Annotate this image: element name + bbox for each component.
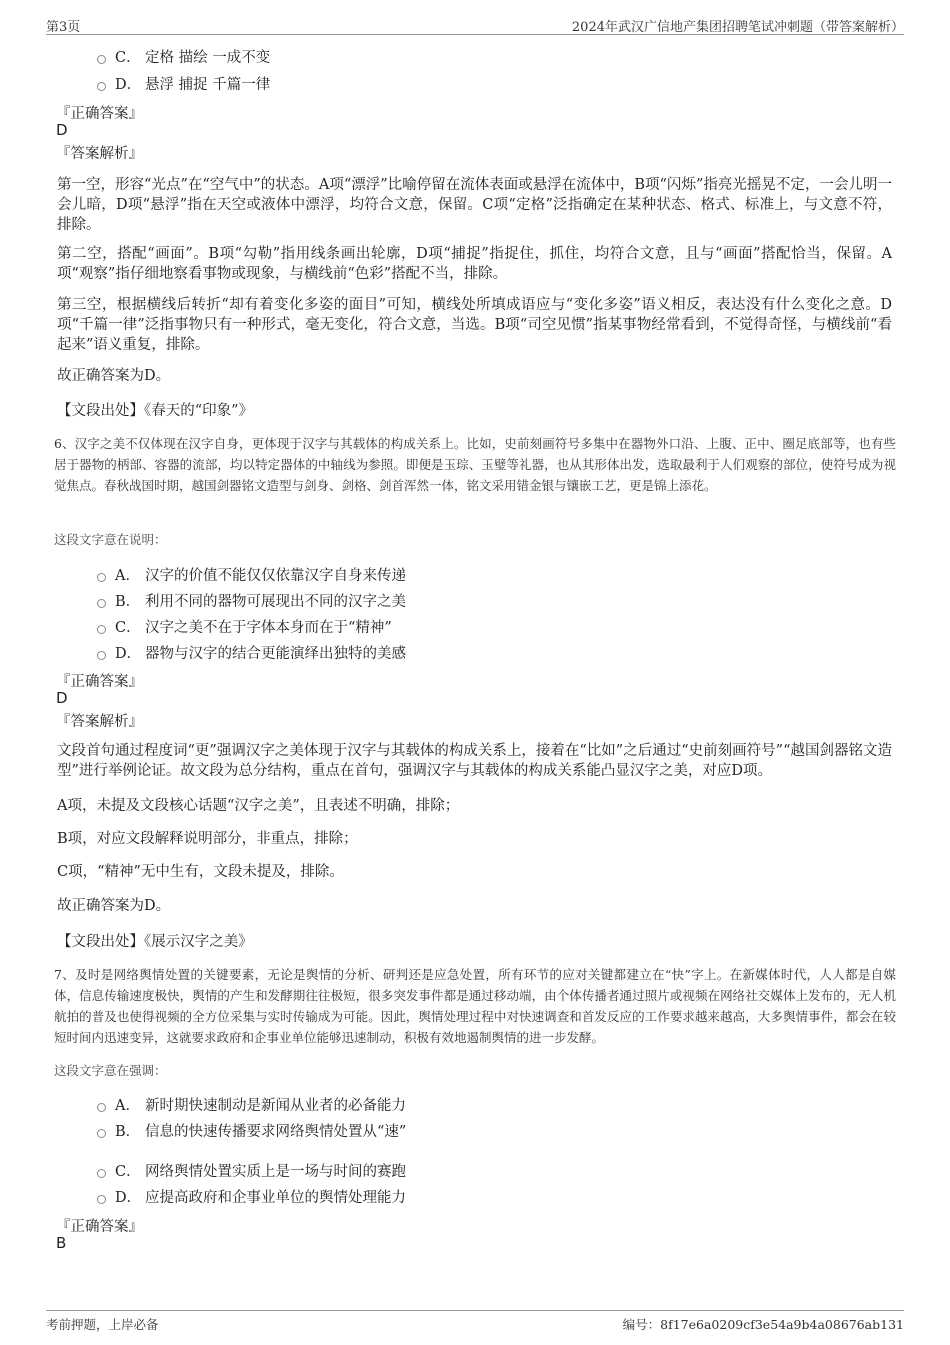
q6-conclusion: 故正确答案为D。 (57, 898, 171, 914)
q6-option-d[interactable]: D． 器物与汉字的结合更能演绎出独特的美感 (97, 641, 406, 663)
q6-prompt: 这段文字意在说明： (54, 532, 167, 547)
radio-icon[interactable] (97, 651, 106, 660)
q6-analysis-paragraph-1: 文段首句通过程度词“更”强调汉字之美体现于汉字与其载体的构成关系上，接着在“比如”之后通过“史前刻画符号”“越国剑器铭文造型”进行举例论证。故文段为总分结构，重点在首句，强调汉字与其载体的构成关系能凸显汉字之美，对应D项。 (57, 743, 892, 779)
q7-option-a[interactable]: A． 新时期快速制动是新闻从业者的必备能力 (97, 1093, 406, 1115)
q6-option-a[interactable]: A． 汉字的价值不能仅仅依靠汉字自身来传递 (97, 563, 406, 585)
q6-analysis-option-b: B项，对应文段解释说明部分，非重点，排除； (57, 831, 358, 847)
q5-analysis-tag: 『答案解析』 (56, 146, 143, 162)
q5-option-c[interactable]: C． 定格 描绘 一成不变 (97, 45, 270, 67)
radio-icon[interactable] (97, 573, 106, 582)
radio-icon[interactable] (97, 1129, 106, 1138)
footer-slogan: 考前押题，上岸必备 (46, 1317, 159, 1332)
radio-icon[interactable] (97, 1103, 106, 1112)
radio-icon[interactable] (97, 82, 106, 91)
q7-option-b[interactable]: B． 信息的快速传播要求网络舆情处置从“速” (97, 1119, 406, 1141)
q5-conclusion: 故正确答案为D。 (57, 368, 171, 384)
q5-option-d[interactable]: D． 悬浮 捕捉 千篇一律 (97, 72, 270, 94)
radio-icon[interactable] (97, 599, 106, 608)
q7-answer-tag: 『正确答案』 (56, 1219, 143, 1235)
page-number: 第3页 (46, 20, 81, 35)
q5-analysis-paragraph-3: 第三空，根据横线后转折“却有着变化多姿的面目”可知，横线处所填成语应与“变化多姿”语义相反，表达没有什么变化之意。D项“千篇一律”泛指事物只有一种形式，毫无变化，符合文意，当选。B项“司空见惯”指某事物经常看到，不觉得奇怪，与横线前“看起来”语义重复，排除。 (57, 297, 892, 353)
q5-analysis-paragraph-2: 第二空，搭配“画面”。B项“勾勒”指用线条画出轮廓，D项“捕捉”指捉住，抓住，均符合文意，且与“画面”搭配恰当，保留。A项“观察”指仔细地察看事物或现象，与横线前“色彩”搭配不当，排除。 (57, 246, 892, 282)
q7-answer: B (56, 1234, 67, 1252)
radio-icon[interactable] (97, 1195, 106, 1204)
page-header (46, 14, 904, 35)
q5-answer: D (56, 121, 68, 139)
q7-question: 7、及时是网络舆情处置的关键要素，无论是舆情的分析、研判还是应急处置，所有环节的应对关键都建立在“快”字上。在新媒体时代，人人都是自媒体，信息传输速度极快，舆情的产生和发酵期往往极短，很多突发事件都是通过移动端，由个体传播者通过照片或视频在网络社交媒体上发布的，无人机航拍的普及也使得视频的全方位采集与实时传输成为可能。因此，舆情处理过程中对快速调查和首发反应的工作要求越来越高，大多舆情事件，都会在较短时间内迅速变异，这就要求政府和企事业单位能够迅速制动，积极有效地遏制舆情的进一步发酵。 (54, 967, 896, 1045)
document-code: 编号：8f17e6a0209cf3e54a9b4a08676ab131 (622, 1317, 904, 1332)
q5-source: 【文段出处】《春天的“印象”》 (57, 403, 254, 419)
q6-question: 6、汉字之美不仅体现在汉字自身，更体现于汉字与其载体的构成关系上。比如，史前刻画符号多集中在器物外口沿、上腹、正中、圈足底部等，也有些居于器物的柄部、容器的流部，均以特定器体的中轴线为参照。即便是玉琮、玉璧等礼器，也从其形体出发，选取最利于人们观察的部位，使符号成为视觉焦点。春秋战国时期，越国剑器铭文造型与剑身、剑格、剑首浑然一体，铭文采用错金银与镶嵌工艺，更是锦上添花。 (54, 436, 896, 493)
q6-source: 【文段出处】《展示汉字之美》 (57, 934, 253, 950)
radio-icon[interactable] (97, 55, 106, 64)
radio-icon[interactable] (97, 1169, 106, 1178)
q6-option-b[interactable]: B． 利用不同的器物可展现出不同的汉字之美 (97, 589, 406, 611)
q5-answer-tag: 『正确答案』 (56, 106, 143, 122)
q6-answer: D (56, 689, 68, 707)
q7-prompt: 这段文字意在强调： (54, 1063, 167, 1078)
q5-analysis-paragraph-1: 第一空，形容“光点”在“空气中”的状态。A项“漂浮”比喻停留在流体表面或悬浮在流体中，B项“闪烁”指亮光摇晃不定，一会儿明一会儿暗，D项“悬浮”指在天空或液体中漂浮，均符合文意，保留。C项“定格”泛指确定在某种状态、格式、标准上，与文意不符，排除。 (57, 177, 892, 233)
q7-option-d[interactable]: D． 应提高政府和企事业单位的舆情处理能力 (97, 1185, 406, 1207)
page-footer (46, 1310, 904, 1335)
q6-option-c[interactable]: C． 汉字之美不在于字体本身而在于“精神” (97, 615, 392, 637)
radio-icon[interactable] (97, 625, 106, 634)
q6-analysis-option-a: A项，未提及文段核心话题“汉字之美”，且表述不明确，排除； (57, 798, 460, 814)
q6-analysis-tag: 『答案解析』 (56, 714, 143, 730)
q7-option-c[interactable]: C． 网络舆情处置实质上是一场与时间的赛跑 (97, 1159, 406, 1181)
q6-answer-tag: 『正确答案』 (56, 674, 143, 690)
document-title: 2024年武汉广信地产集团招聘笔试冲刺题（带答案解析） (571, 20, 904, 35)
q6-analysis-option-c: C项，“精神”无中生有，文段未提及，排除。 (57, 864, 344, 880)
